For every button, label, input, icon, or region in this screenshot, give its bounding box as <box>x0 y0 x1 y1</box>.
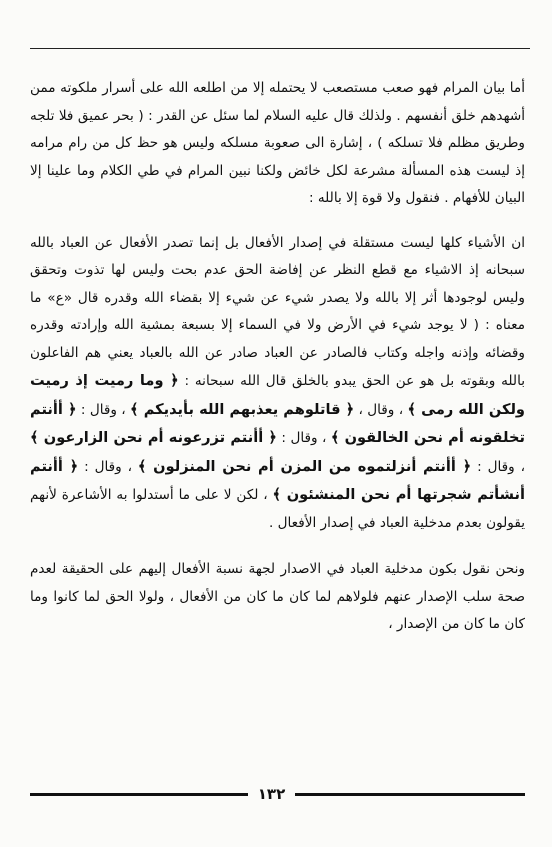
paragraph <box>30 75 525 213</box>
paragraph <box>30 230 525 538</box>
text-run: ، وقال : <box>276 430 331 446</box>
quran-quote: ﴿ أأنتم تخلقونه أم نحن الخالقون ﴾ <box>30 400 526 446</box>
text-run: ، وقال : <box>76 401 131 418</box>
footer-rule-left <box>30 793 248 796</box>
page-number: ١٣٢ <box>257 785 286 803</box>
quran-quote: ﴿ قاتلوهم يعذبهم الله بأيديكم ﴾ <box>130 400 355 418</box>
quran-quote: ﴿ أأنتم تزرعونه أم نحن الزارعون ﴾ <box>30 429 277 446</box>
text-run: ونحن نقول بكون مدخلية العباد في الاصدار لجهة نسبة الأفعال إليهم على الحقيقة لعدم صحة سلب الإصدار عنهم فلولاهم لما كان ما كان من الأفعال ، ولولا الحق لما كانوا وما كان ما كان من الإصدار ، <box>30 561 525 632</box>
text-run: ، وقال : <box>78 458 138 475</box>
text-run: أما بيان المرام فهو صعب مستصعب لا يحتمله إلا من اطلعه الله على أسرار ملكوته ممن أشهدهم خلق أنفسهم . ولذلك قال عليه السلام لما سئل عن القدر : ( بحر عميق فلا تلجه وطريق مظلم فلا تسلكه ) ، إشارة الى صعوبة مسلكه وليس هو حظ كل من رام مرامه إذ ليست هذه المسألة مشرعة لكل خائض ولكنا نبين المرام في طي الكلام وما علينا إلا البيان للأفهام . فنقول ولا قوة إلا بالله : <box>30 80 525 206</box>
body-text <box>30 75 525 639</box>
text-run: ، وقال ، <box>354 401 408 418</box>
quran-quote: ﴿ وما رميت إذ رميت ولكن الله رمى ﴾ <box>30 372 526 418</box>
page-footer <box>30 782 525 806</box>
header-rule <box>30 48 530 49</box>
quran-quote: ﴿ أأنتم أنزلتموه من المزن أم نحن المنزلون ﴾ <box>137 457 472 475</box>
text-run: ، لكن لا على ما أستدلوا به الأشاعرة لأنهم يقولون بعدم مدخلية العباد في إصدار الأفعال . <box>30 487 525 531</box>
footer-rule-right <box>295 793 525 796</box>
paragraph-gap <box>30 213 525 230</box>
text-run: ان الأشياء كلها ليست مستقلة في إصدار الأفعال بل إنما تصدر الأفعال عن العباد بالله سبحانه إذ الاشياء مع قطع النظر عن إفاضة الحق عدم بحت وليس لها تذوت وتحقق وليس لوجودها أثر إلا بالله ولا يصدر شيء عن شيء إلا بقضاء الله وقدره قال «ع» ما معناه : ( لا يوجد شيء في الأرض ولا في السماء إلا بسبعة بمشية الله وإرادته وقدره وقضائه وإذنه واجله وكتاب فالصادر عن العباد صادر عن الله بالعباد يعني هم الفاعلون بالله وبقوته بل هو عن الحق يبدو بالخلق قال الله سبحانه : <box>30 234 526 389</box>
paragraph <box>30 556 525 639</box>
text-run: ، وقال : <box>471 458 525 475</box>
quran-quote: ﴿ أأنتم أنشأتم شجرتها أم نحن المنشئون ﴾ <box>30 457 525 503</box>
paragraph-gap <box>30 537 525 556</box>
